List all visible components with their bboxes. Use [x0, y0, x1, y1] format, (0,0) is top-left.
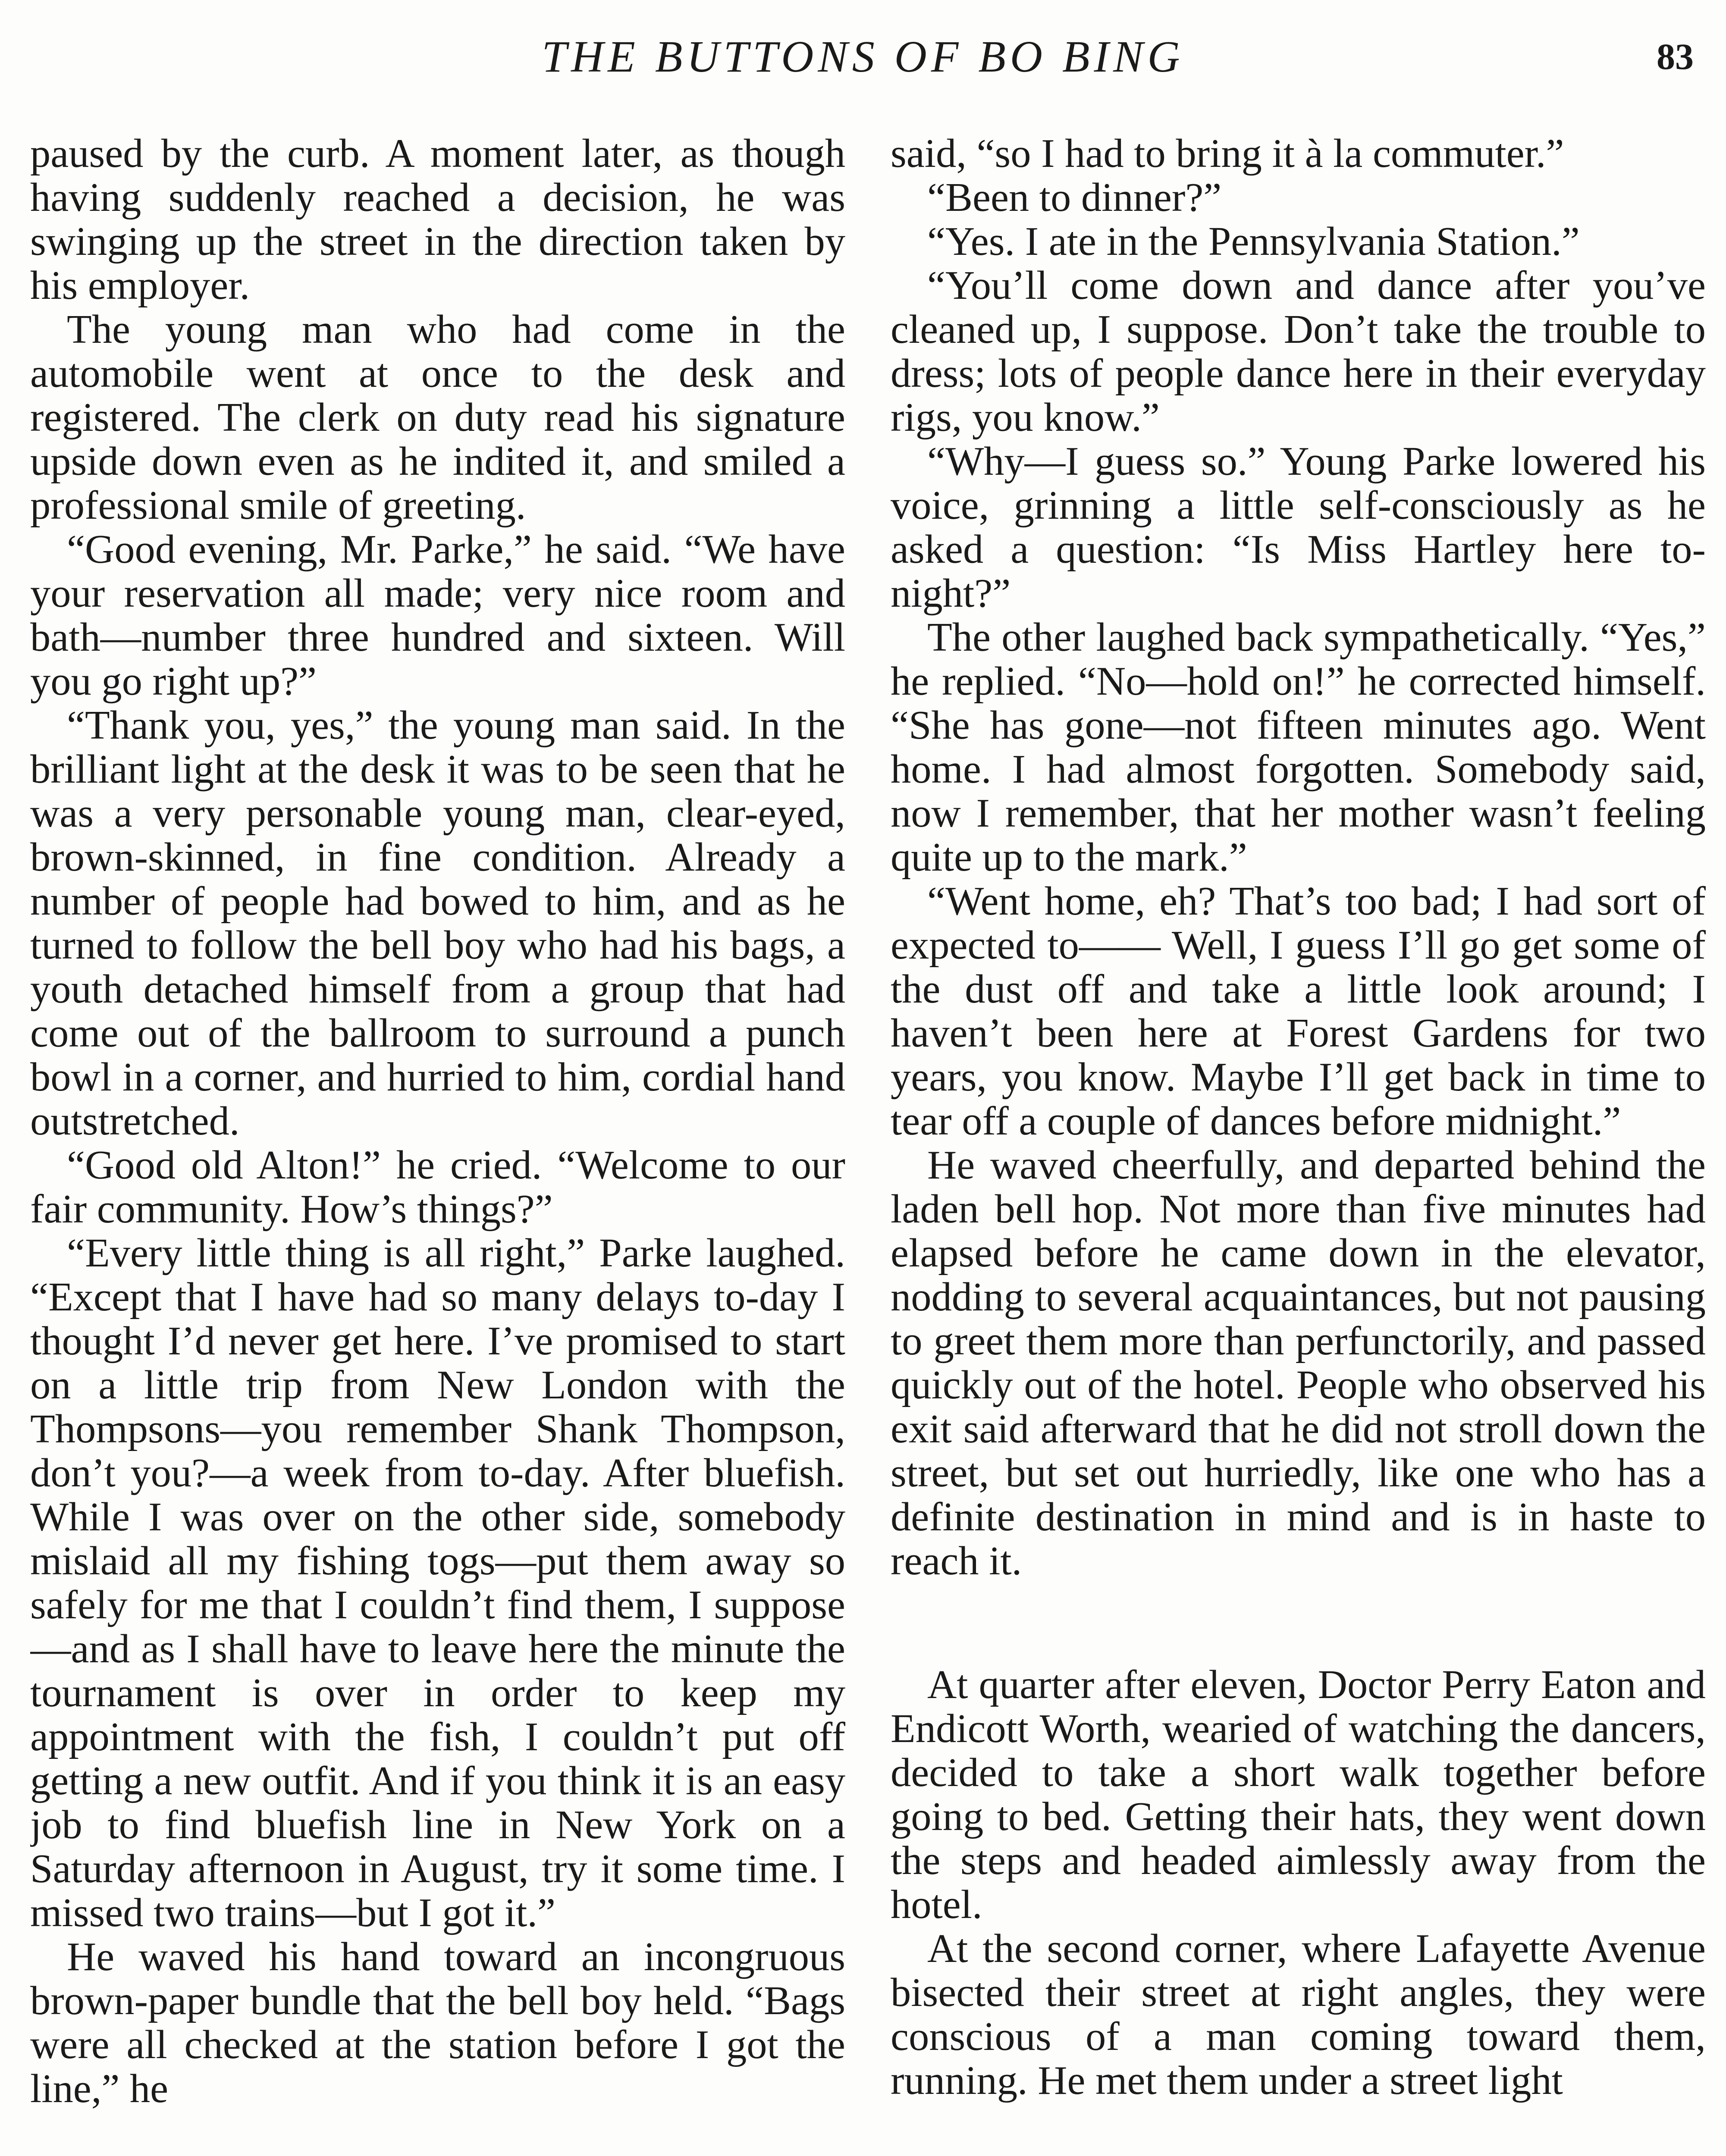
paragraph: The other laughed back sympathetically. “Yes,” he replied. “No—hold on!” he corrected himself. “She has gone—not fifteen minutes ago. Went home. I had almost forgotten. Somebody said, now I remember, that her mother wasn’t feeling quite up to the mark.”: [891, 615, 1706, 880]
paragraph: At quarter after eleven, Doctor Perry Eaton and Endicott Worth, wearied of watching the dancers, decided to take a short walk together before going to bed. Getting their hats, they went down the steps and headed aimlessly away from the hotel.: [891, 1662, 1706, 1927]
paragraph: “Good evening, Mr. Parke,” he said. “We have your reservation all made; very nice room and bath—number three hundred and sixteen. Will you go right up?”: [30, 527, 845, 704]
paragraph: “Thank you, yes,” the young man said. In the brilliant light at the desk it was to be seen that he was a very personable young man, clear-eyed, brown-skinned, in fine condition. Already a number of people had bowed to him, and as he turned to follow the bell boy who had his bags, a youth detached himself from a group that had come out of the ballroom to surround a punch bowl in a corner, and hurried to him, cordial hand outstretched.: [30, 703, 845, 1144]
paragraph: “Every little thing is all right,” Parke laughed. “Except that I have had so many delays to-day I thought I’d never get here. I’ve promised to start on a little trip from New London with the Thompsons—you remember Shank Thompson, don’t you?—a week from to-day. After bluefish. While I was over on the other side, somebody mislaid all my fishing togs—put them away so safely for me that I couldn’t find them, I suppose—and as I shall have to leave here the minute the tournament is over in order to keep my appointment with the fish, I couldn’t put off getting a new outfit. And if you think it is an easy job to find bluefish line in New York on a Saturday afternoon in August, try it some time. I missed two trains—but I got it.”: [30, 1231, 845, 1935]
paragraph: “Been to dinner?”: [927, 175, 1222, 220]
left-column: [30, 132, 845, 2156]
paragraph: “Went home, eh? That’s too bad; I had sort of expected to—— Well, I guess I’ll go get some of the dust off and take a little look around; I haven’t been here at Forest Gardens for two years, you know. Maybe I’ll get back in time to tear off a couple of dances before midnight.”: [891, 879, 1706, 1144]
paragraph: He waved his hand toward an incongruous brown-paper bundle that the bell boy held. “Bags were all checked at the station before I got the line,” he: [30, 1934, 845, 2111]
page-header: [0, 26, 1726, 91]
paragraph: “Yes. I ate in the Pennsylvania Station.”: [927, 219, 1580, 264]
section-break: [891, 1583, 1706, 1663]
paragraph: “Good old Alton!” he cried. “Welcome to our fair community. How’s things?”: [30, 1143, 845, 1232]
paragraph: At the second corner, where Lafayette Avenue bisected their street at right angles, they were conscious of a man coming toward them, running. He met them under a street light: [891, 1926, 1706, 2103]
paragraph: “Why—I guess so.” Young Parke lowered his voice, grinning a little self-consciously as he asked a question: “Is Miss Hartley here to-night?”: [891, 439, 1706, 616]
paragraph: said, “so I had to bring it à la commuter.”: [891, 132, 1564, 176]
paragraph: “You’ll come down and dance after you’ve cleaned up, I suppose. Don’t take the trouble to dress; lots of people dance here in their everyday rigs, you know.”: [891, 263, 1706, 440]
page-number: 83: [1657, 36, 1694, 77]
paragraph: paused by the curb. A moment later, as though having suddenly reached a decision, he was swinging up the street in the direction taken by his employer.: [30, 132, 845, 308]
running-title: THE BUTTONS OF BO BING: [542, 32, 1184, 81]
right-column: [891, 132, 1706, 2156]
paragraph: The young man who had come in the automobile went at once to the desk and registered. The clerk on duty read his signature upside down even as he indited it, and smiled a professional smile of greeting.: [30, 307, 845, 528]
paragraph: He waved cheerfully, and departed behind the laden bell hop. Not more than five minutes had elapsed before he came down in the elevator, nodding to several acquaintances, but not pausing to greet them more than perfunctorily, and passed quickly out of the hotel. People who observed his exit said afterward that he did not stroll down the street, but set out hurriedly, like one who has a definite destination in mind and is in haste to reach it.: [891, 1143, 1706, 1583]
